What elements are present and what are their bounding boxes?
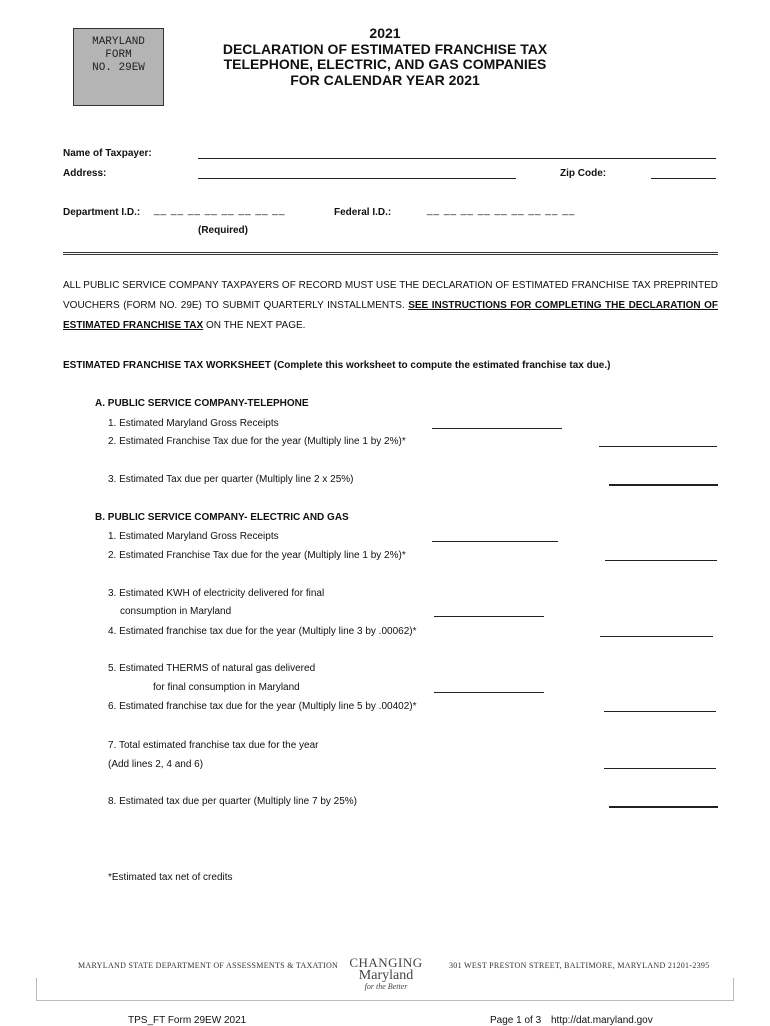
footer-agency: MARYLAND STATE DEPARTMENT OF ASSESSMENTS & TAXATION [78, 961, 339, 970]
section-b-line-3-cont: consumption in Maryland [120, 606, 232, 617]
title-line-4: FOR CALENDAR YEAR 2021 [290, 71, 480, 88]
section-a-line-3-field[interactable] [609, 484, 718, 486]
footnote: *Estimated tax net of credits [108, 872, 233, 883]
section-b-line-3-field[interactable] [434, 616, 544, 617]
footer-form-id: TPS_FT Form 29EW 2021 [128, 1015, 247, 1026]
section-a-heading: A. PUBLIC SERVICE COMPANY-TELEPHONE [95, 398, 309, 409]
section-b-line-6: 6. Estimated franchise tax due for the year (Multiply line 5 by .00402)* [108, 701, 417, 712]
notice-tail: ON THE NEXT PAGE. [203, 320, 306, 331]
footer-frame-left [36, 978, 37, 1000]
section-divider [63, 252, 718, 255]
section-b-line-4-field[interactable] [600, 636, 713, 637]
department-id-label: Department I.D.: [63, 207, 141, 218]
section-a-line-2: 2. Estimated Franchise Tax due for the year (Multiply line 1 by 2%)* [108, 436, 406, 447]
section-b-heading: B. PUBLIC SERVICE COMPANY- ELECTRIC AND GAS [95, 512, 349, 523]
section-b-line-5-cont: for final consumption in Maryland [153, 682, 300, 693]
section-a-line-1-field[interactable] [432, 428, 562, 429]
section-b-line-7-cont: (Add lines 2, 4 and 6) [108, 759, 204, 770]
zip-code-label: Zip Code: [560, 168, 607, 179]
department-id-field[interactable]: __ __ __ __ __ __ __ __ [154, 205, 286, 216]
notice-paragraph [63, 276, 718, 336]
footer-url[interactable]: http://dat.maryland.gov [551, 1015, 653, 1026]
title-line-3: TELEPHONE, ELECTRIC, AND GAS COMPANIES [223, 56, 547, 72]
title-year: 2021 [369, 25, 401, 41]
address-field[interactable] [198, 178, 516, 179]
form-box-line-3: NO. 29EW [92, 62, 145, 74]
footer-frame-right [733, 978, 734, 1000]
footer-page-number: Page 1 of 3 [490, 1015, 542, 1026]
changing-maryland-logo [340, 956, 432, 991]
section-b-line-7-field[interactable] [604, 768, 716, 769]
section-b-line-5-field[interactable] [434, 692, 544, 693]
footer-address: 301 WEST PRESTON STREET, BALTIMORE, MARYLAND 21201-2395 [449, 961, 710, 970]
logo-line-1: CHANGING [349, 955, 423, 970]
section-b-line-8: 8. Estimated tax due per quarter (Multiply line 7 by 25%) [108, 796, 358, 807]
section-b-line-2: 2. Estimated Franchise Tax due for the year (Multiply line 1 by 2%)* [108, 550, 406, 561]
section-b-line-7: 7. Total estimated franchise tax due for the year [108, 740, 319, 751]
instructions-link[interactable]: SEE INSTRUCTIONS FOR COMPLETING THE DECLARATION OF ESTIMATED FRANCHISE TAX [63, 300, 719, 331]
logo-line-2: Maryland [358, 968, 414, 983]
section-b-line-8-field[interactable] [609, 806, 718, 808]
form-box-line-1: MARYLAND [92, 36, 145, 48]
section-b-line-4: 4. Estimated franchise tax due for the year (Multiply line 3 by .00062)* [108, 626, 417, 637]
notice-text: ALL PUBLIC SERVICE COMPANY TAXPAYERS OF RECORD MUST USE THE DECLARATION OF ESTIMATED FRANCHISE TAX PREPRINTED VOUCHERS (FORM NO. 29E) TO SUBMIT QUARTERLY INSTALLMENTS. [63, 280, 718, 311]
required-note: (Required) [198, 225, 248, 236]
section-a-line-3: 3. Estimated Tax due per quarter (Multiply line 2 x 25%) [108, 474, 354, 485]
section-a-line-1: 1. Estimated Maryland Gross Receipts [108, 418, 279, 429]
title-line-2: DECLARATION OF ESTIMATED FRANCHISE TAX [222, 40, 548, 57]
address-label: Address: [63, 168, 107, 179]
section-b-line-1-field[interactable] [432, 541, 558, 542]
section-b-line-3: 3. Estimated KWH of electricity delivered for final [108, 588, 325, 599]
taxpayer-label: Name of Taxpayer: [63, 148, 152, 159]
taxpayer-name-field[interactable] [198, 158, 716, 159]
zip-code-field[interactable] [651, 178, 716, 179]
section-b-line-1: 1. Estimated Maryland Gross Receipts [108, 531, 279, 542]
section-b-line-2-field[interactable] [605, 560, 717, 561]
form-number-box [73, 28, 164, 106]
section-a-line-2-field[interactable] [599, 446, 717, 447]
form-box-line-2: FORM [105, 49, 132, 61]
section-b-line-5: 5. Estimated THERMS of natural gas delivered [108, 663, 316, 674]
form-title [215, 26, 555, 88]
logo-line-3: for the Better [364, 982, 408, 991]
federal-id-field[interactable]: __ __ __ __ __ __ __ __ __ [427, 205, 576, 216]
worksheet-heading: ESTIMATED FRANCHISE TAX WORKSHEET (Complete this worksheet to compute the estimated franchise tax due.) [63, 360, 611, 371]
federal-id-label: Federal I.D.: [334, 207, 392, 218]
footer-frame-bottom [36, 1000, 734, 1001]
section-b-line-6-field[interactable] [604, 711, 716, 712]
